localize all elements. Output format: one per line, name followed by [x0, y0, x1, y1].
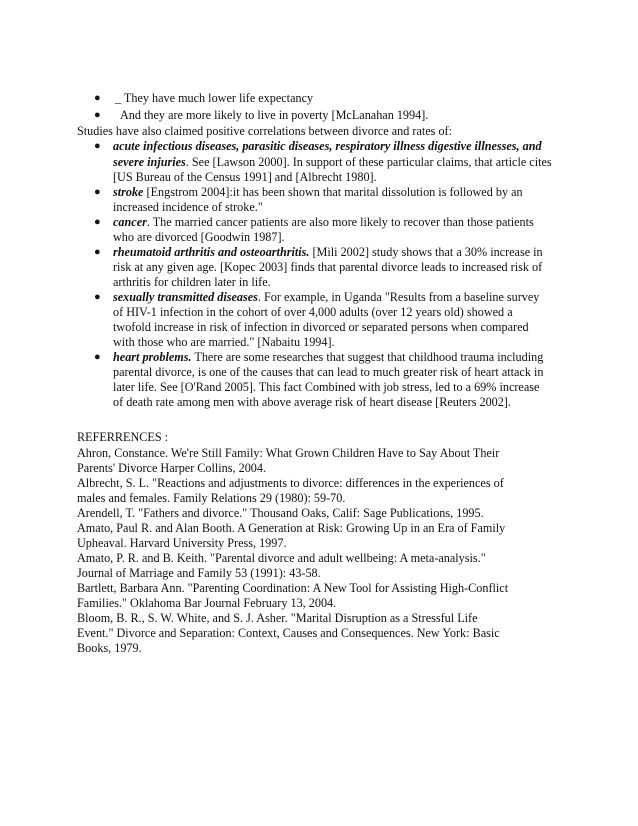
item-5-line-1-text: . For example, in Uganda "Results from a baseline survey	[257, 290, 540, 304]
bullet-marker: ●	[94, 140, 101, 152]
reference-line: Journal of Marriage and Family 53 (1991): 43-58.	[77, 566, 321, 580]
reference-line: Amato, P. R. and B. Keith. "Parental divorce and adult wellbeing: A meta-analysis."	[77, 551, 486, 565]
item-6-line-1	[113, 350, 543, 364]
reference-line: Amato, Paul R. and Alan Booth. A Generation at Risk: Growing Up in an Era of Family	[77, 521, 506, 535]
reference-line: Bloom, B. R., S. W. White, and S. J. Asher. "Marital Disruption as a Stressful Life	[77, 611, 478, 625]
bullet-marker: ●	[94, 186, 101, 198]
references-heading: REFERRENCES :	[77, 430, 169, 444]
reference-line: Arendell, T. "Fathers and divorce." Thousand Oaks, Calif: Sage Publications, 1995.	[77, 506, 484, 520]
item-4-term: rheumatoid arthritis and osteoarthritis.	[113, 245, 310, 259]
item-1-line-2-text: . See [Lawson 2000]. In support of these particular claims, that article cites	[185, 155, 552, 169]
reference-line: Bartlett, Barbara Ann. "Parenting Coordination: A New Tool for Assisting High-Conflict	[77, 581, 509, 595]
bullet-marker: ●	[94, 246, 101, 258]
top-bullet-1-text: They have much lower life expectancy	[123, 91, 314, 105]
reference-line: Families." Oklahoma Bar Journal February 13, 2004.	[77, 596, 337, 610]
bullet-marker: ●	[94, 216, 101, 228]
reference-line: Albrecht, S. L. "Reactions and adjustments to divorce: differences in the experiences of	[77, 476, 504, 490]
item-1-term: acute infectious diseases, parasitic diseases, respiratory illness digestive illnesses, and	[113, 139, 542, 153]
top-bullet-2-text: And they are more likely to live in poverty [McLanahan 1994].	[120, 108, 429, 122]
top-bullet-1-prefix: _	[115, 91, 124, 105]
intro-text: Studies have also claimed positive correlations between divorce and rates of:	[77, 124, 452, 138]
item-2-line-2: increased incidence of stroke."	[113, 200, 263, 214]
item-5-line-1	[113, 290, 539, 304]
item-5-term: sexually transmitted diseases	[113, 290, 258, 304]
item-6-line-3: later life. See [O'Rand 2005]. This fact Combined with job stress, led to a 69% increase	[113, 380, 540, 394]
top-bullet-2	[120, 108, 428, 122]
reference-line: Parents' Divorce Harper Collins, 2004.	[77, 461, 267, 475]
reference-line: Books, 1979.	[77, 641, 142, 655]
item-6-line-1-text: There are some researches that suggest that childhood trauma including	[191, 350, 544, 364]
reference-line: Event." Divorce and Separation: Context, Causes and Consequences. New York: Basic	[77, 626, 500, 640]
item-2-line-1-text: [Engstrom 2004]:it has been shown that marital dissolution is followed by an	[143, 185, 523, 199]
reference-line: Upheaval. Harvard University Press, 1997.	[77, 536, 287, 550]
item-4-line-3: arthritis for children later in life.	[113, 275, 271, 289]
item-4-line-1-text: [Mili 2002] study shows that a 30% increase in	[309, 245, 543, 259]
reference-line: males and females. Family Relations 29 (1980): 59-70.	[77, 491, 346, 505]
item-2-term: stroke	[113, 185, 144, 199]
item-4-line-1	[113, 245, 543, 259]
item-1-term-2: severe injuries	[113, 155, 186, 169]
item-5-line-2: of HIV-1 infection in the cohort of over 4,000 adults (over 12 years old) showed a	[113, 305, 513, 319]
top-bullet-1	[115, 91, 313, 105]
item-4-line-2: risk at any given age. [Kopec 2003] finds that parental divorce leads to increased risk of	[113, 260, 543, 274]
bullet-marker: ●	[94, 291, 101, 303]
item-1-line-3: [US Bureau of the Census 1991] and [Albrecht 1980].	[113, 170, 377, 184]
item-1-line-2	[113, 155, 552, 169]
item-5-line-3: twofold increase in risk of infection in divorced or separated persons when compared	[113, 320, 529, 334]
item-3-line-2: who are divorced [Goodwin 1987].	[113, 230, 285, 244]
item-3-line-1	[113, 215, 534, 229]
item-6-line-2: parental divorce, is one of the causes that can lead to much greater risk of heart attack in	[113, 365, 544, 379]
item-6-line-4: of death rate among men with above average risk of heart disease [Reuters 2002].	[113, 395, 511, 409]
bullet-marker: ●	[94, 351, 101, 363]
reference-line: Ahron, Constance. We're Still Family: What Grown Children Have to Say About Their	[77, 446, 500, 460]
item-6-term: heart problems.	[113, 350, 192, 364]
bullet-marker: ●	[94, 92, 101, 104]
item-5-line-4: with those who are married." [Nabaitu 1994].	[113, 335, 335, 349]
item-3-term: cancer	[113, 215, 147, 229]
bullet-marker: ●	[94, 109, 101, 121]
item-3-line-1-text: . The married cancer patients are also more likely to recover than those patients	[146, 215, 534, 229]
item-2-line-1	[113, 185, 523, 199]
